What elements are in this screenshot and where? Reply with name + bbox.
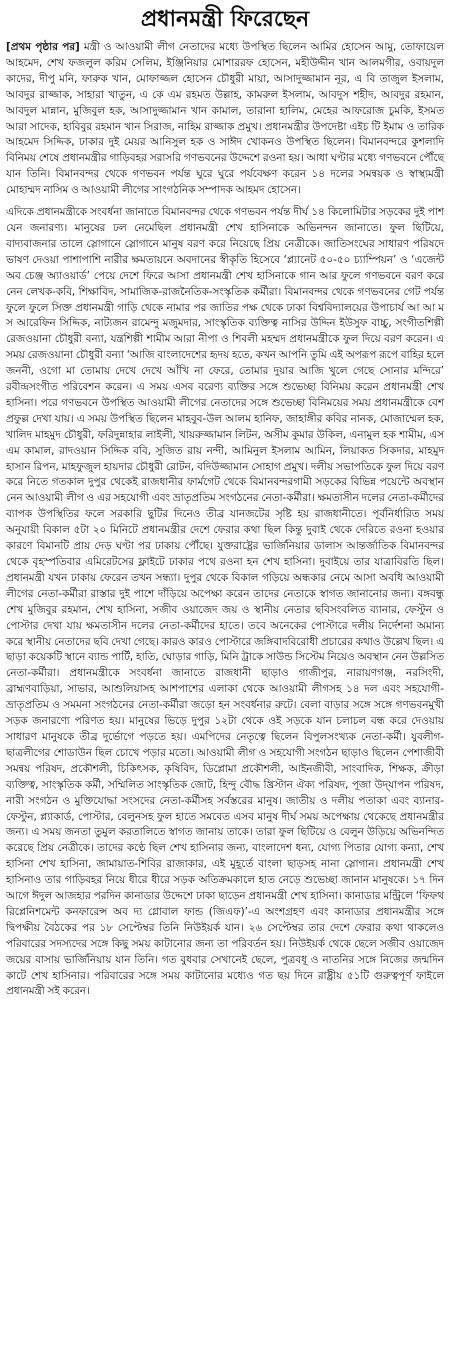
article-paragraph-2 [6, 205, 444, 1000]
continued-label: [প্রথম পৃষ্ঠার পর] [6, 41, 80, 53]
paragraph-text-1: মন্ত্রী ও আওয়ামী লীগ নেতাদের মধ্যে উপস্থিত ছিলেন আমির হোসেন আমু, তোফায়েল আহমেদ, শেখ ফজলুল করিম সেলিম, ইঞ্জিনিয়ার মোশাররফ হোসেন, মহীউদ্দীন খান আলমগীর, ওবায়দুল কাদের, দীপু মনি, ফারুক খান, মোফাজ্জল হোসেন চৌধুরী মায়া, আসাদুজ্জামান নূর, এ বি তাজুল ইসলাম, আবদুর রাজ্জাক, সাহারা খাতুন, এ কে এম রহমত উল্লাহ, কামরুল ইসলাম, আবদুস শহীদ, আবদুর রহমান, আবদুল মান্নান, মুজিবুল হক, আসাদুজ্জামান খান কামাল, তারানা হালিম, মেহের আফরোজ চুমকি, ইসমত আরা সাদেক, হাবিবুর রহমান খান সিরাজ, নাহিম রাজ্জাক প্রমুখ। প্রধানমন্ত্রীর উপদেষ্টা এইচ টি ইমাম ও তারিক আহমেদ সিদ্দিক, ঢাকার দুই মেয়র আনিসুল হক ও সাঈদ খোকনও উপস্থিত ছিলেন। বিমানবন্দরে কুশলাদি বিনিময় শেষে প্রধানমন্ত্রীর গাড়িবহর সরাসরি গণভবনের উদ্দেশে রওনা হয়। আধা ঘণ্টার মধ্যে গণভবনে পৌঁছে যান তিনি। বিমানবন্দর থেকে গণভবন পর্যন্ত ঘুরে ঘুরে পর্যবেক্ষণ করেন ১৪ দলের সমন্বয়ক ও স্বাস্থ্যমন্ত্রী মোহাম্মদ নাসিম ও আওয়ামী লীগের সাংগঠনিক সম্পাদক আহমদ হোসেন। [6, 41, 444, 197]
paragraph-text-2: এদিকে প্রধানমন্ত্রীকে সংবর্ধনা জানাতে বিমানবন্দর থেকে গণভবন পর্যন্ত দীর্ঘ ১৪ কিলোমিটার সড়কের দুই পাশ যেন জনারণ্য। মানুষের ঢল নেমেছিল প্রধানমন্ত্রী শেখ হাসিনাকে অভিনন্দন জানাতে। ফুল ছিটিয়ে, বাদ্যবাজনার তালে স্লোগানে স্লোগানে মানুষ বরণ করে নিয়েছে প্রিয় নেত্রীকে। জাতিসংঘের সাধারণ পরিষদে ভাষণ দেওয়া পাশাপাশি নারীর ক্ষমতায়নে অবদানের স্বীকৃতি হিসেবে ‘প্ল্যানেট ৫০-৫০ চ্যাম্পিয়ন’ ও ‘এজেন্ট অব চেঞ্জ অ্যাওয়ার্ড’ পেয়ে দেশে ফিরে আসা প্রধানমন্ত্রী শেখ হাসিনাকে গান আর ফুলে গণভবনে বরণ করে নেন লেখক-কবি, শিক্ষাবিদ, সামাজিক-রাজনৈতিক-সংস্কৃতিক কর্মীরা। বিমানবন্দর থেকে গণভবনের গেট পর্যন্ত ফুলে ফুলে সিক্ত প্রধানমন্ত্রী গাড়ি থেকে নামার পর জাতির পক্ষ থেকে ঢাকা বিশ্ববিদ্যালয়ের উপাচার্য আ আ ম স আরেফিন সিদ্দিক, নাট্যজন রামেন্দু মজুমদার, সাংস্কৃতিক ব্যক্তিত্ব নাসির উদ্দিন ইউসুফ বাচ্চু, সংগীতশিল্পী রেজওয়ানা চৌধুরী বন্যা, যন্ত্রশিল্পী শামীম আরা নীপা ও শিবলী মহম্মদ প্রধানমন্ত্রীকে ফুল দিয়ে বরণ করেন। এ সময় রেজওয়ানা চৌধুরী বন্যা ‘আজি বাংলাদেশের হৃদয় হতে, কখন আপনি তুমি এই অপরূপ রূপে বাহির হলে জননী, ওগো মা তোমায় দেখে দেখে আঁখি না ফেরে, তোমার দুয়ার আজি খুলে গেছে সোনার মন্দিরে’ রবীন্দ্রসংগীত পরিবেশন করেন। এ সময় এসব বরেণ্য ব্যক্তির সঙ্গে শুভেচ্ছা বিনিময় করেন প্রধানমন্ত্রী শেখ হাসিনা। পরে গণভবনে উপস্থিত আওয়ামী লীগের নেতাদের সঙ্গে শুভেচ্ছা বিনিময়ের সময় প্রধানমন্ত্রীকে বেশ প্রফুল্ল দেখা যায়। এ সময় উপস্থিত ছিলেন মাহবুব-উল আলম হানিফ, জাহাঙ্গীর কবির নানক, মোজাম্মেল হক, খালিদ মাহমুদ চৌধুরী, ফরিদুন্নাহার লাইলী, খায়রুজ্জামান লিটন, অসীম কুমার উকিল, এনামুল হক শামীম, এস এম কামাল, রাদওয়ান সিদ্দিক ববি, সুজিত রায় নন্দী, আমিনুল ইসলাম আমিন, লিয়াকত সিকদার, মাহমুদ হাসান রিপন, মাহফুজুল হায়দার চৌধুরী রোটন, বদিউজ্জামান সোহাগ প্রমুখ। দলীয় সভাপতিকে ফুল দিয়ে বরণ করে নিতে গতকাল দুপুর থেকেই রাজধানীর ফার্মগেট থেকে বিমানবন্দরগামী সড়কের বিভিন্ন পয়েন্টে অবস্থান নেন আওয়ামী লীগ ও এর সহযোগী এবং ভ্রাতৃপ্রতিম সংগঠনের নেতা-কর্মীরা। ক্ষমতাসীন দলের নেতা-কর্মীদের ব্যাপক উপস্থিতির ফলে সরকারি ছুটির দিনেও তীব্র যানজটের সৃষ্টি হয় রাজধানীতে। পূর্বনির্ধারিত সময় অনুযায়ী বিকাল ৫টা ২০ মিনিটে প্রধানমন্ত্রীর দেশে ফেরার কথা ছিল কিন্তু দুবাই থেকে দেরিতে রওনা হওয়ার কারণে বিমানটি প্রায় দেড় ঘণ্টা পর ঢাকায় পৌঁছে। যুক্তরাষ্ট্রের ভার্জিনিয়ার ডালাস আন্তর্জাতিক বিমানবন্দর থেকে বৃহস্পতিবার এমিরেটসের ফ্লাইটে ঢাকার পথে রওনা হন শেখ হাসিনা। দুবাইয়ে তার যাত্রাবিরতি ছিল। প্রধানমন্ত্রী যখন ঢাকায় ফেরেন তখন সন্ধ্যা। দুপুর থেকে বিকাল গড়িয়ে অন্ধকার নেমে আসা অবধি আওয়ামী লীগের নেতা-কর্মীরা রাস্তার দুই পাশে দাঁড়িয়ে অপেক্ষা করেন তাদের নেতাকে স্বাগত জানানোর জন্য। বঙ্গবন্ধু শেখ মুজিবুর রহমান, শেখ হাসিনা, সজীব ওয়াজেদ জয় ও স্থানীয় নেতার ছবিসংবলিত ব্যানার, ফেস্টুন ও পোস্টার দেখা যায় ক্ষমতাসীন দলের নেতা-কর্মীদের হাতে। তবে অনেকের পোস্টারে দলীয় নির্দেশনা অমান্য করে স্থানীয় নেতাদের ছবি দেখা গেছে। কারও কারও পোস্টারে জঙ্গিবাদবিরোধী প্রচারের কথাও উল্লেখ ছিল। এ ছাড়া কয়েকটি স্থানে ব্যান্ড পার্টি, হাতি, ঘোড়ার গাড়ি, মিনি ট্রাকে সাউন্ড সিস্টেম নিয়েও অবস্থান নেন উল্লসিত নেতা-কর্মীরা। প্রধানমন্ত্রীকে সংবর্ধনা জানাতে রাজধানী ছাড়াও গাজীপুর, নারায়ণগঞ্জ, নরসিংদী, ব্রাহ্মণবাড়িয়া, সাভার, আশুলিয়াসহ আশপাশের এলাকা থেকে আওয়ামী লীগসহ ১৪ দল এবং সহযোগী-ভ্রাতৃপ্রতিম ও সমমনা সংগঠনের নেতা-কর্মীরা জড়ো হন সংবর্ধনার রুটে। বেলা বাড়ার সঙ্গে সঙ্গে গণভবনমুখী সড়ক জনারণ্যে পরিণত হয়। মানুষের ভিড়ে দুপুর ১২টা থেকে ওই সড়কে যান চলাচল বন্ধ করে দেওয়ায় সাধারণ মানুষকে তীব্র দুর্ভোগে পড়তে হয়। এমপিদের নেতৃত্বে ছিলেন বিপুলসংখ্যক নেতা-কর্মী। যুবলীগ-ছাত্রলীগের শোডাউন ছিল চোখে পড়ার মতো। আওয়ামী লীগ ও সহযোগী সংগঠন ছাড়াও ছিলেন পেশাজীবী সমন্বয় পরিষদ, প্রকৌশলী, চিকিৎসক, কৃষিবিদ, ডিপ্লোমা প্রকৌশলী, আইনজীবী, সাংবাদিক, শিক্ষক, ক্রীড়া ব্যক্তিত্ব, সাংস্কৃতিক কর্মী, সম্মিলিত সাংস্কৃতিক জোট, হিন্দু বৌদ্ধ খ্রিস্টান ঐক্য পরিষদ, পূজা উদ্‌যাপন পরিষদ, নারী সংগঠন ও মুক্তিযোদ্ধা সংসদের নেতা-কর্মীসহ সর্বস্তরের মানুষ। জাতীয় ও দলীয় পতাকা এবং ব্যানার-ফেস্টুন, প্ল্যাকার্ড, পোস্টার, বেলুনসহ ফুল হাতে সমবেত এসব মানুষ দীর্ঘ সময় অপেক্ষায় থেকেছে প্রধানমন্ত্রীর জন্য। এ সময় জনতা তুমুল করতালিতে স্বাগত জানায় তাকে। তারা ফুল ছিটিয়ে ও বেলুন উড়িয়ে অভিনন্দিত করেছে প্রিয় নেত্রীকে। তাদের কণ্ঠে ছিল শেখ হাসিনার জন্য, বাংলাদেশ ধন্য, যোগ্য পিতার যোগ্য কন্যা, শেখ হাসিনা শেখ হাসিনা, জামায়াত-শিবির রাজাকার, এই মুহূর্তে বাংলা ছাড়সহ নানা স্লোগান। প্রধানমন্ত্রী শেখ হাসিনাও তার গাড়িবহর নিয়ে ধীরে ধীরে সড়ক অতিক্রমকালে হাত নেড়ে শুভেচ্ছা জানান মানুষকে। ১৭ দিন আগে ঈদুল আজহার পরদিন কানাডার উদ্দেশে ঢাকা ছাড়েন প্রধানমন্ত্রী শেখ হাসিনা। কানাডার মন্ট্রিলে ‘ফিফথ রিপ্লেনিশমেন্ট কনফারেন্স অব দ্য গ্লোবাল ফান্ড (জিএফ)’-এ অংশগ্রহণ এবং কানাডার প্রধানমন্ত্রীর সঙ্গে দ্বিপক্ষীয় বৈঠকের পর ১৮ সেপ্টেম্বর তিনি নিউইয়র্ক যান। ২৬ সেপ্টেম্বর তার দেশে ফেরার কথা থাকলেও পরিবারের সদস্যদের সঙ্গে কিছু সময় কাটানোর জন্য তা পরিবর্তন হয়। নিউইয়র্ক থেকে ছেলে সজীব ওয়াজেদ জয়ের বাসায় ভার্জিনিয়ায় যান তিনি। গত বুধবার সেখানেই ছেলে, পুত্রবধূ ও নাতনির সঙ্গে নিজের জন্মদিন কাটে শেখ হাসিনার। পরিবারের সঙ্গে সময় কাটানোর মধ্যেও গত ছয় দিনে রাষ্ট্রীয় ৫১টি গুরুত্বপূর্ণ ফাইলে প্রধানমন্ত্রী সই করেন। [6, 206, 444, 998]
article-paragraph-1 [6, 40, 444, 199]
article-body [6, 40, 444, 1000]
article-headline: প্রধানমন্ত্রী ফিরেছেন [140, 7, 310, 32]
